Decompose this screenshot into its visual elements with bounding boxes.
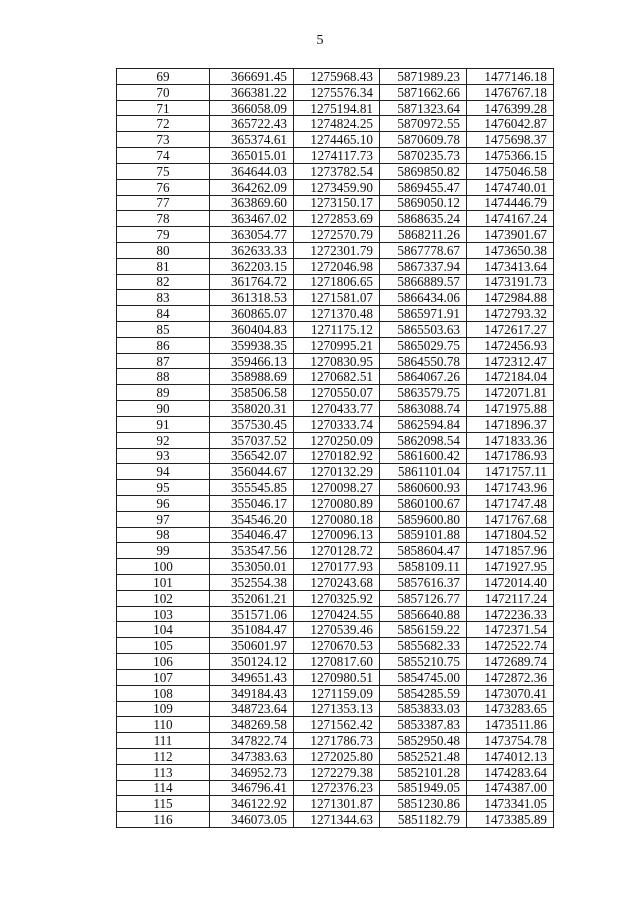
point-number-cell: 83 [117, 290, 210, 306]
x2-cell: 5867778.67 [380, 242, 467, 258]
y1-cell: 1270539.46 [294, 622, 380, 638]
table-row [117, 69, 554, 85]
y2-cell: 1471747.48 [467, 495, 554, 511]
table-row [117, 717, 554, 733]
y1-cell: 1271786.73 [294, 733, 380, 749]
table-row [117, 575, 554, 591]
x1-cell: 346122.92 [210, 796, 294, 812]
point-number-cell: 80 [117, 242, 210, 258]
x1-cell: 348723.64 [210, 701, 294, 717]
y1-cell: 1270830.95 [294, 353, 380, 369]
x2-cell: 5861101.04 [380, 464, 467, 480]
x2-cell: 5864067.26 [380, 369, 467, 385]
table-row [117, 242, 554, 258]
x2-cell: 5868635.24 [380, 211, 467, 227]
y2-cell: 1472872.36 [467, 669, 554, 685]
x1-cell: 365374.61 [210, 132, 294, 148]
y1-cell: 1272376.23 [294, 780, 380, 796]
y1-cell: 1272025.80 [294, 748, 380, 764]
y2-cell: 1472456.93 [467, 337, 554, 353]
x2-cell: 5858109.11 [380, 559, 467, 575]
y1-cell: 1274824.25 [294, 116, 380, 132]
y2-cell: 1475366.15 [467, 148, 554, 164]
x1-cell: 363869.60 [210, 195, 294, 211]
table-row [117, 385, 554, 401]
table-row [117, 669, 554, 685]
table-row [117, 464, 554, 480]
x1-cell: 353547.56 [210, 543, 294, 559]
point-number-cell: 89 [117, 385, 210, 401]
table-row [117, 401, 554, 417]
y2-cell: 1473341.05 [467, 796, 554, 812]
y1-cell: 1275194.81 [294, 100, 380, 116]
y2-cell: 1472117.24 [467, 590, 554, 606]
y1-cell: 1272853.69 [294, 211, 380, 227]
x2-cell: 5852521.48 [380, 748, 467, 764]
y1-cell: 1271806.65 [294, 274, 380, 290]
x2-cell: 5870972.55 [380, 116, 467, 132]
point-number-cell: 84 [117, 306, 210, 322]
x2-cell: 5863579.75 [380, 385, 467, 401]
table-row [117, 369, 554, 385]
x1-cell: 353050.01 [210, 559, 294, 575]
page-number: 5 [316, 33, 324, 48]
x2-cell: 5869850.82 [380, 163, 467, 179]
table-row [117, 606, 554, 622]
x1-cell: 366691.45 [210, 69, 294, 85]
x2-cell: 5866889.57 [380, 274, 467, 290]
y2-cell: 1472014.40 [467, 575, 554, 591]
table-row [117, 748, 554, 764]
x1-cell: 359938.35 [210, 337, 294, 353]
x2-cell: 5869050.12 [380, 195, 467, 211]
y2-cell: 1472689.74 [467, 654, 554, 670]
point-number-cell: 72 [117, 116, 210, 132]
x2-cell: 5869455.47 [380, 179, 467, 195]
x1-cell: 366381.22 [210, 84, 294, 100]
table-row [117, 511, 554, 527]
y2-cell: 1473650.38 [467, 242, 554, 258]
y1-cell: 1270243.68 [294, 575, 380, 591]
x2-cell: 5855210.75 [380, 654, 467, 670]
table-row [117, 622, 554, 638]
x2-cell: 5871323.64 [380, 100, 467, 116]
y1-cell: 1271562.42 [294, 717, 380, 733]
y1-cell: 1270080.18 [294, 511, 380, 527]
table-row [117, 258, 554, 274]
y2-cell: 1471743.96 [467, 480, 554, 496]
table-row [117, 543, 554, 559]
y1-cell: 1271159.09 [294, 685, 380, 701]
point-number-cell: 105 [117, 638, 210, 654]
table-row [117, 796, 554, 812]
y1-cell: 1271175.12 [294, 322, 380, 338]
point-number-cell: 79 [117, 227, 210, 243]
y2-cell: 1472184.04 [467, 369, 554, 385]
x1-cell: 350601.97 [210, 638, 294, 654]
table-row [117, 654, 554, 670]
x2-cell: 5851230.86 [380, 796, 467, 812]
y1-cell: 1270433.77 [294, 401, 380, 417]
x1-cell: 355046.17 [210, 495, 294, 511]
x2-cell: 5855682.33 [380, 638, 467, 654]
point-number-cell: 81 [117, 258, 210, 274]
y1-cell: 1270098.27 [294, 480, 380, 496]
x2-cell: 5865503.63 [380, 322, 467, 338]
table-row [117, 148, 554, 164]
table-row [117, 495, 554, 511]
point-number-cell: 82 [117, 274, 210, 290]
y2-cell: 1473901.67 [467, 227, 554, 243]
table-row [117, 733, 554, 749]
x1-cell: 358506.58 [210, 385, 294, 401]
point-number-cell: 97 [117, 511, 210, 527]
table-row [117, 179, 554, 195]
y1-cell: 1275968.43 [294, 69, 380, 85]
x1-cell: 357530.45 [210, 416, 294, 432]
y2-cell: 1472312.47 [467, 353, 554, 369]
table-row [117, 638, 554, 654]
table-row [117, 116, 554, 132]
x1-cell: 360865.07 [210, 306, 294, 322]
y1-cell: 1272046.98 [294, 258, 380, 274]
y2-cell: 1473385.89 [467, 812, 554, 828]
table-row [117, 527, 554, 543]
y2-cell: 1476042.87 [467, 116, 554, 132]
x1-cell: 363054.77 [210, 227, 294, 243]
x2-cell: 5853387.83 [380, 717, 467, 733]
x1-cell: 346796.41 [210, 780, 294, 796]
x2-cell: 5862098.54 [380, 432, 467, 448]
y1-cell: 1270424.55 [294, 606, 380, 622]
point-number-cell: 93 [117, 448, 210, 464]
y2-cell: 1474283.64 [467, 764, 554, 780]
x1-cell: 352554.38 [210, 575, 294, 591]
point-number-cell: 113 [117, 764, 210, 780]
x1-cell: 365015.01 [210, 148, 294, 164]
table-row [117, 701, 554, 717]
point-number-cell: 111 [117, 733, 210, 749]
table-row [117, 764, 554, 780]
x2-cell: 5860600.93 [380, 480, 467, 496]
y1-cell: 1270325.92 [294, 590, 380, 606]
x1-cell: 361764.72 [210, 274, 294, 290]
y2-cell: 1472617.27 [467, 322, 554, 338]
coordinate-table-body [117, 69, 554, 828]
point-number-cell: 103 [117, 606, 210, 622]
x1-cell: 363467.02 [210, 211, 294, 227]
x1-cell: 365722.43 [210, 116, 294, 132]
point-number-cell: 116 [117, 812, 210, 828]
y1-cell: 1270333.74 [294, 416, 380, 432]
y2-cell: 1474446.79 [467, 195, 554, 211]
point-number-cell: 98 [117, 527, 210, 543]
y2-cell: 1473070.41 [467, 685, 554, 701]
x1-cell: 360404.83 [210, 322, 294, 338]
x2-cell: 5853833.03 [380, 701, 467, 717]
y2-cell: 1474167.24 [467, 211, 554, 227]
point-number-cell: 78 [117, 211, 210, 227]
y2-cell: 1472236.33 [467, 606, 554, 622]
x2-cell: 5854285.59 [380, 685, 467, 701]
point-number-cell: 85 [117, 322, 210, 338]
y2-cell: 1474740.01 [467, 179, 554, 195]
y2-cell: 1474012.13 [467, 748, 554, 764]
x2-cell: 5854745.00 [380, 669, 467, 685]
x2-cell: 5870235.73 [380, 148, 467, 164]
table-row [117, 780, 554, 796]
point-number-cell: 112 [117, 748, 210, 764]
y1-cell: 1271353.13 [294, 701, 380, 717]
x2-cell: 5857126.77 [380, 590, 467, 606]
x2-cell: 5851182.79 [380, 812, 467, 828]
x1-cell: 356044.67 [210, 464, 294, 480]
y2-cell: 1472522.74 [467, 638, 554, 654]
point-number-cell: 102 [117, 590, 210, 606]
y1-cell: 1274117.73 [294, 148, 380, 164]
table-row [117, 685, 554, 701]
y2-cell: 1472984.88 [467, 290, 554, 306]
table-row [117, 432, 554, 448]
table-row [117, 227, 554, 243]
coordinate-table [116, 68, 554, 828]
y1-cell: 1271370.48 [294, 306, 380, 322]
point-number-cell: 90 [117, 401, 210, 417]
point-number-cell: 87 [117, 353, 210, 369]
y1-cell: 1272570.79 [294, 227, 380, 243]
y2-cell: 1476767.18 [467, 84, 554, 100]
x1-cell: 361318.53 [210, 290, 294, 306]
y2-cell: 1473754.78 [467, 733, 554, 749]
table-row [117, 290, 554, 306]
x2-cell: 5871989.23 [380, 69, 467, 85]
y2-cell: 1471767.68 [467, 511, 554, 527]
x2-cell: 5861600.42 [380, 448, 467, 464]
y2-cell: 1475046.58 [467, 163, 554, 179]
x1-cell: 349184.43 [210, 685, 294, 701]
y2-cell: 1473283.65 [467, 701, 554, 717]
point-number-cell: 110 [117, 717, 210, 733]
y1-cell: 1270550.07 [294, 385, 380, 401]
x1-cell: 358020.31 [210, 401, 294, 417]
table-row [117, 416, 554, 432]
y1-cell: 1270096.13 [294, 527, 380, 543]
x2-cell: 5865029.75 [380, 337, 467, 353]
y2-cell: 1473413.64 [467, 258, 554, 274]
y1-cell: 1270080.89 [294, 495, 380, 511]
y1-cell: 1271581.07 [294, 290, 380, 306]
x2-cell: 5856640.88 [380, 606, 467, 622]
x1-cell: 364644.03 [210, 163, 294, 179]
y2-cell: 1473191.73 [467, 274, 554, 290]
table-row [117, 100, 554, 116]
x1-cell: 362633.33 [210, 242, 294, 258]
y1-cell: 1270980.51 [294, 669, 380, 685]
y2-cell: 1471927.95 [467, 559, 554, 575]
x1-cell: 364262.09 [210, 179, 294, 195]
y1-cell: 1275576.34 [294, 84, 380, 100]
table-row [117, 353, 554, 369]
table-row [117, 812, 554, 828]
x2-cell: 5870609.78 [380, 132, 467, 148]
point-number-cell: 96 [117, 495, 210, 511]
x1-cell: 355545.85 [210, 480, 294, 496]
y2-cell: 1472371.54 [467, 622, 554, 638]
y2-cell: 1473511.86 [467, 717, 554, 733]
table-row [117, 306, 554, 322]
point-number-cell: 71 [117, 100, 210, 116]
point-number-cell: 95 [117, 480, 210, 496]
point-number-cell: 94 [117, 464, 210, 480]
x1-cell: 357037.52 [210, 432, 294, 448]
y1-cell: 1270177.93 [294, 559, 380, 575]
x1-cell: 346073.05 [210, 812, 294, 828]
point-number-cell: 107 [117, 669, 210, 685]
table-row [117, 195, 554, 211]
y1-cell: 1273150.17 [294, 195, 380, 211]
x1-cell: 362203.15 [210, 258, 294, 274]
y2-cell: 1471857.96 [467, 543, 554, 559]
y2-cell: 1475698.37 [467, 132, 554, 148]
y1-cell: 1272279.38 [294, 764, 380, 780]
x2-cell: 5852101.28 [380, 764, 467, 780]
x2-cell: 5866434.06 [380, 290, 467, 306]
table-row [117, 132, 554, 148]
y1-cell: 1271344.63 [294, 812, 380, 828]
x2-cell: 5871662.66 [380, 84, 467, 100]
x1-cell: 366058.09 [210, 100, 294, 116]
point-number-cell: 114 [117, 780, 210, 796]
y1-cell: 1270250.09 [294, 432, 380, 448]
table-row [117, 337, 554, 353]
table-row [117, 274, 554, 290]
point-number-cell: 108 [117, 685, 210, 701]
y1-cell: 1272301.79 [294, 242, 380, 258]
y1-cell: 1270817.60 [294, 654, 380, 670]
point-number-cell: 77 [117, 195, 210, 211]
x1-cell: 351571.06 [210, 606, 294, 622]
y2-cell: 1477146.18 [467, 69, 554, 85]
x2-cell: 5858604.47 [380, 543, 467, 559]
x2-cell: 5862594.84 [380, 416, 467, 432]
table-row [117, 322, 554, 338]
point-number-cell: 69 [117, 69, 210, 85]
x2-cell: 5863088.74 [380, 401, 467, 417]
x1-cell: 354546.20 [210, 511, 294, 527]
y1-cell: 1270670.53 [294, 638, 380, 654]
y2-cell: 1471757.11 [467, 464, 554, 480]
y1-cell: 1270182.92 [294, 448, 380, 464]
y2-cell: 1476399.28 [467, 100, 554, 116]
table-row [117, 480, 554, 496]
y1-cell: 1270132.29 [294, 464, 380, 480]
point-number-cell: 86 [117, 337, 210, 353]
y2-cell: 1471833.36 [467, 432, 554, 448]
x1-cell: 356542.07 [210, 448, 294, 464]
x1-cell: 347822.74 [210, 733, 294, 749]
x2-cell: 5856159.22 [380, 622, 467, 638]
point-number-cell: 115 [117, 796, 210, 812]
y1-cell: 1271301.87 [294, 796, 380, 812]
x2-cell: 5852950.48 [380, 733, 467, 749]
point-number-cell: 76 [117, 179, 210, 195]
y2-cell: 1472071.81 [467, 385, 554, 401]
y2-cell: 1471804.52 [467, 527, 554, 543]
table-row [117, 590, 554, 606]
y2-cell: 1474387.00 [467, 780, 554, 796]
y2-cell: 1471975.88 [467, 401, 554, 417]
table-row [117, 448, 554, 464]
point-number-cell: 92 [117, 432, 210, 448]
y2-cell: 1471786.93 [467, 448, 554, 464]
point-number-cell: 106 [117, 654, 210, 670]
table-row [117, 559, 554, 575]
point-number-cell: 88 [117, 369, 210, 385]
x1-cell: 359466.13 [210, 353, 294, 369]
x1-cell: 350124.12 [210, 654, 294, 670]
point-number-cell: 104 [117, 622, 210, 638]
point-number-cell: 101 [117, 575, 210, 591]
x1-cell: 352061.21 [210, 590, 294, 606]
point-number-cell: 109 [117, 701, 210, 717]
y1-cell: 1274465.10 [294, 132, 380, 148]
table-row [117, 211, 554, 227]
x1-cell: 346952.73 [210, 764, 294, 780]
x2-cell: 5851949.05 [380, 780, 467, 796]
y1-cell: 1270128.72 [294, 543, 380, 559]
x2-cell: 5867337.94 [380, 258, 467, 274]
point-number-cell: 73 [117, 132, 210, 148]
y2-cell: 1472793.32 [467, 306, 554, 322]
table-row [117, 163, 554, 179]
y1-cell: 1270682.51 [294, 369, 380, 385]
y1-cell: 1273782.54 [294, 163, 380, 179]
point-number-cell: 100 [117, 559, 210, 575]
x2-cell: 5859600.80 [380, 511, 467, 527]
point-number-cell: 74 [117, 148, 210, 164]
point-number-cell: 99 [117, 543, 210, 559]
x2-cell: 5857616.37 [380, 575, 467, 591]
x2-cell: 5864550.78 [380, 353, 467, 369]
point-number-cell: 70 [117, 84, 210, 100]
x1-cell: 351084.47 [210, 622, 294, 638]
y1-cell: 1273459.90 [294, 179, 380, 195]
table-row [117, 84, 554, 100]
x1-cell: 354046.47 [210, 527, 294, 543]
x2-cell: 5859101.88 [380, 527, 467, 543]
x1-cell: 348269.58 [210, 717, 294, 733]
x1-cell: 349651.43 [210, 669, 294, 685]
x2-cell: 5868211.26 [380, 227, 467, 243]
x1-cell: 358988.69 [210, 369, 294, 385]
x1-cell: 347383.63 [210, 748, 294, 764]
y1-cell: 1270995.21 [294, 337, 380, 353]
x2-cell: 5865971.91 [380, 306, 467, 322]
point-number-cell: 75 [117, 163, 210, 179]
x2-cell: 5860100.67 [380, 495, 467, 511]
y2-cell: 1471896.37 [467, 416, 554, 432]
point-number-cell: 91 [117, 416, 210, 432]
